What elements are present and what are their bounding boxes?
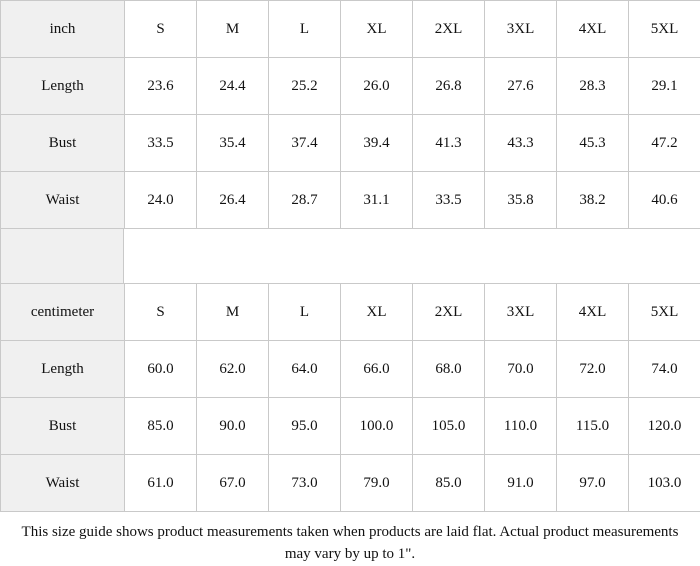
- measurement-cell: 35.4: [197, 115, 269, 172]
- measurement-cell: 38.2: [557, 172, 629, 229]
- table-row: [1, 398, 700, 455]
- column-header-size: 2XL: [413, 1, 485, 58]
- column-header-size: XL: [341, 1, 413, 58]
- measurement-cell: 85.0: [125, 398, 197, 455]
- size-guide-note: This size guide shows product measurements taken when products are laid flat. Actual product measurements may vary by up to 1".: [0, 512, 700, 566]
- column-header-size: S: [125, 1, 197, 58]
- measurement-cell: 43.3: [485, 115, 557, 172]
- measurement-cell: 60.0: [125, 341, 197, 398]
- row-label: Bust: [1, 398, 125, 455]
- measurement-cell: 85.0: [413, 455, 485, 512]
- table-row: [1, 455, 700, 512]
- table-row: [1, 172, 700, 229]
- measurement-cell: 72.0: [557, 341, 629, 398]
- measurement-cell: 41.3: [413, 115, 485, 172]
- separator-right-fill: [124, 229, 700, 283]
- measurement-cell: 28.3: [557, 58, 629, 115]
- table-row: [1, 58, 700, 115]
- measurement-cell: 97.0: [557, 455, 629, 512]
- column-header-size: M: [197, 284, 269, 341]
- measurement-cell: 100.0: [341, 398, 413, 455]
- column-header-size: XL: [341, 284, 413, 341]
- measurement-cell: 90.0: [197, 398, 269, 455]
- column-header-size: 3XL: [485, 284, 557, 341]
- measurement-cell: 27.6: [485, 58, 557, 115]
- measurement-cell: 33.5: [125, 115, 197, 172]
- measurement-cell: 40.6: [629, 172, 700, 229]
- table-row: [1, 115, 700, 172]
- measurement-cell: 67.0: [197, 455, 269, 512]
- measurement-cell: 37.4: [269, 115, 341, 172]
- measurement-cell: 66.0: [341, 341, 413, 398]
- column-header-size: 5XL: [629, 1, 700, 58]
- measurement-cell: 26.0: [341, 58, 413, 115]
- measurement-cell: 29.1: [629, 58, 700, 115]
- measurement-cell: 61.0: [125, 455, 197, 512]
- measurement-cell: 105.0: [413, 398, 485, 455]
- measurement-cell: 120.0: [629, 398, 700, 455]
- measurement-cell: 28.7: [269, 172, 341, 229]
- measurement-cell: 47.2: [629, 115, 700, 172]
- column-header-size: 2XL: [413, 284, 485, 341]
- column-header-size: S: [125, 284, 197, 341]
- measurement-cell: 95.0: [269, 398, 341, 455]
- table-header-row: [1, 1, 700, 58]
- column-header-size: 4XL: [557, 1, 629, 58]
- row-label: Length: [1, 58, 125, 115]
- row-label: Waist: [1, 455, 125, 512]
- measurement-cell: 39.4: [341, 115, 413, 172]
- measurement-cell: 115.0: [557, 398, 629, 455]
- measurement-cell: 35.8: [485, 172, 557, 229]
- row-label: Waist: [1, 172, 125, 229]
- measurement-cell: 68.0: [413, 341, 485, 398]
- measurement-cell: 74.0: [629, 341, 700, 398]
- measurement-cell: 23.6: [125, 58, 197, 115]
- column-header-size: L: [269, 1, 341, 58]
- measurement-cell: 110.0: [485, 398, 557, 455]
- measurement-cell: 45.3: [557, 115, 629, 172]
- measurement-cell: 24.4: [197, 58, 269, 115]
- column-header-size: M: [197, 1, 269, 58]
- measurement-cell: 70.0: [485, 341, 557, 398]
- column-header-size: 4XL: [557, 284, 629, 341]
- size-table-inch: [0, 0, 700, 229]
- measurement-cell: 25.2: [269, 58, 341, 115]
- row-label: Length: [1, 341, 125, 398]
- measurement-cell: 26.4: [197, 172, 269, 229]
- table-header-row: [1, 284, 700, 341]
- measurement-cell: 26.8: [413, 58, 485, 115]
- separator-left-fill: [0, 229, 124, 283]
- measurement-cell: 64.0: [269, 341, 341, 398]
- measurement-cell: 31.1: [341, 172, 413, 229]
- measurement-cell: 73.0: [269, 455, 341, 512]
- table-separator: [0, 229, 700, 283]
- column-header-size: 5XL: [629, 284, 700, 341]
- row-label: Bust: [1, 115, 125, 172]
- column-header-size: L: [269, 284, 341, 341]
- size-table-centimeter: [0, 283, 700, 512]
- column-header-size: 3XL: [485, 1, 557, 58]
- table-row: [1, 341, 700, 398]
- measurement-cell: 33.5: [413, 172, 485, 229]
- unit-label-centimeter: centimeter: [1, 284, 125, 341]
- measurement-cell: 24.0: [125, 172, 197, 229]
- measurement-cell: 62.0: [197, 341, 269, 398]
- measurement-cell: 91.0: [485, 455, 557, 512]
- measurement-cell: 79.0: [341, 455, 413, 512]
- measurement-cell: 103.0: [629, 455, 700, 512]
- unit-label-inch: inch: [1, 1, 125, 58]
